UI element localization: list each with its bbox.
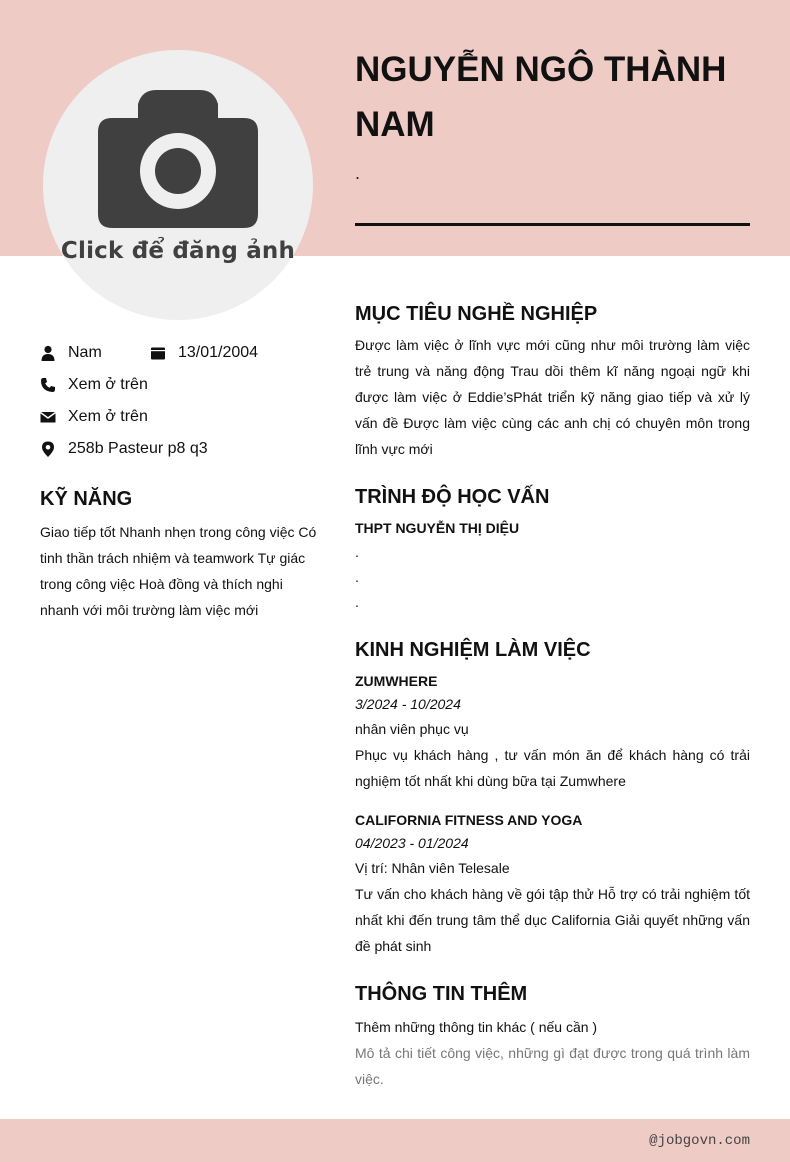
education-line: . xyxy=(355,544,359,560)
contact-gender xyxy=(40,343,102,363)
job-position: Vị trí: Nhân viên Telesale xyxy=(355,860,510,876)
extra-info-hint: Mô tả chi tiết công việc, những gì đạt được trong quá trình làm việc. xyxy=(355,1045,750,1087)
email-value: Xem ở trên xyxy=(68,408,148,425)
address-value: 258b Pasteur p8 q3 xyxy=(68,440,208,457)
job-description: Phục vụ khách hàng , tư vấn món ăn để khách hàng có trải nghiệm tốt nhất khi dùng bữa tại Zumwhere xyxy=(355,747,750,789)
contact-address xyxy=(40,439,208,459)
skills-text: Giao tiếp tốt Nhanh nhẹn trong công việc Có tinh thần trách nhiệm và teamwork Tự giác trong công việc Hoà đồng và thích nghi nhanh với môi trường làm việc mới xyxy=(40,524,317,618)
footer-watermark: @jobgovn.com xyxy=(649,1133,750,1149)
objective-heading: MỤC TIÊU NGHỀ NGHIỆP xyxy=(355,303,598,325)
title-divider xyxy=(355,223,750,226)
location-pin-icon xyxy=(40,441,56,457)
job-dates: 04/2023 - 01/2024 xyxy=(355,835,469,851)
school-name: THPT NGUYỄN THỊ DIỆU xyxy=(355,520,520,536)
phone-icon xyxy=(40,377,56,393)
experience-heading: KINH NGHIỆM LÀM VIỆC xyxy=(355,639,591,661)
camera-icon xyxy=(98,90,258,230)
gender-value: Nam xyxy=(68,344,102,361)
contact-phone xyxy=(40,375,148,395)
avatar-upload[interactable] xyxy=(43,50,313,320)
skills-heading: KỸ NĂNG xyxy=(40,488,133,510)
job-dates: 3/2024 - 10/2024 xyxy=(355,696,461,712)
contact-email xyxy=(40,407,148,427)
education-line: . xyxy=(355,594,359,610)
person-icon xyxy=(40,345,56,361)
job-position: nhân viên phục vụ xyxy=(355,721,469,737)
job-company: ZUMWHERE xyxy=(355,673,438,689)
candidate-subtitle: . xyxy=(355,163,361,183)
calendar-icon xyxy=(150,345,166,361)
extra-info-heading: THÔNG TIN THÊM xyxy=(355,983,528,1005)
contact-birthday xyxy=(150,343,258,363)
avatar-upload-label: Click để đăng ảnh xyxy=(60,238,296,264)
phone-value: Xem ở trên xyxy=(68,376,148,393)
education-line: . xyxy=(355,569,359,585)
birthday-value: 13/01/2004 xyxy=(178,344,259,361)
education-heading: TRÌNH ĐỘ HỌC VẤN xyxy=(355,486,550,508)
email-icon xyxy=(40,409,56,425)
candidate-name: NGUYỄN NGÔ THÀNH NAM xyxy=(355,50,727,144)
objective-text: Được làm việc ở lĩnh vực mới cũng như môi trường làm việc trẻ trung và năng động Trau dồi thêm kĩ năng ngoại ngữ khi được làm việc ở Eddie’sPhát triển kỹ năng giao tiếp và xử lý vấn đề Được làm việc cùng các anh chị có chuyên môn trong lĩnh vực mới xyxy=(355,337,750,457)
job-description: Tư vấn cho khách hàng về gói tập thử Hỗ trợ có trải nghiệm tốt nhất khi đến trung tâm thể dục California Giải quyết những vấn đề phát sinh xyxy=(355,886,750,954)
extra-info-line: Thêm những thông tin khác ( nếu cần ) xyxy=(355,1019,598,1035)
job-company: CALIFORNIA FITNESS AND YOGA xyxy=(355,812,583,828)
